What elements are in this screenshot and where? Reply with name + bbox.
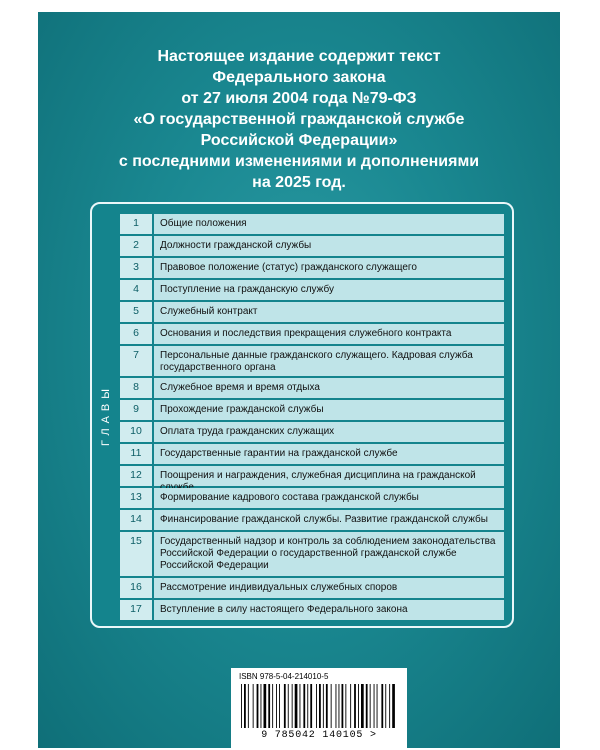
barcode-bar xyxy=(292,684,293,728)
barcode-bar xyxy=(374,684,375,728)
barcode-bar xyxy=(241,684,242,728)
isbn-barcode xyxy=(231,668,407,748)
barcode-bar xyxy=(336,684,337,728)
barcode-bar xyxy=(350,684,351,728)
barcode-bar xyxy=(272,684,273,728)
intro-line: с последними изменениями и дополнениями xyxy=(118,153,480,170)
barcode-bar xyxy=(268,684,270,728)
barcode-bar xyxy=(319,684,321,728)
barcode-bar xyxy=(288,684,289,728)
chapter-number: 12 xyxy=(120,466,152,486)
chapter-row xyxy=(120,444,504,464)
barcode-bar xyxy=(361,684,364,728)
chapter-title: Вступление в силу настоящего Федерального закона xyxy=(154,600,504,620)
intro-line: Федерального закона xyxy=(212,69,386,86)
barcode-bar xyxy=(295,684,298,728)
chapter-row xyxy=(120,466,504,486)
barcode-bar xyxy=(310,684,312,728)
barcode-bar xyxy=(261,684,262,728)
chapter-number: 2 xyxy=(120,236,152,256)
chapter-row xyxy=(120,532,504,576)
barcode-bar xyxy=(279,684,280,728)
chapter-number: 10 xyxy=(120,422,152,442)
barcode-bar xyxy=(392,684,395,728)
chapter-number: 6 xyxy=(120,324,152,344)
chapter-row xyxy=(120,324,504,344)
chapter-title: Формирование кадрового состава гражданской службы xyxy=(154,488,504,508)
chapter-number: 7 xyxy=(120,346,152,376)
barcode-bar xyxy=(264,684,267,728)
chapter-title: Персональные данные гражданского служащего. Кадровая служба государственного органа xyxy=(154,346,504,376)
barcode-bar xyxy=(381,684,383,728)
isbn-label: ISBN 978-5-04-214010-5 xyxy=(239,672,329,681)
barcode-bar xyxy=(257,684,259,728)
chapter-number: 14 xyxy=(120,510,152,530)
chapter-title: Служебный контракт xyxy=(154,302,504,322)
chapter-title: Служебное время и время отдыха xyxy=(154,378,504,398)
barcode-bar xyxy=(276,684,277,728)
chapter-title: Рассмотрение индивидуальных служебных споров xyxy=(154,578,504,598)
chapter-row xyxy=(120,346,504,376)
chapter-row xyxy=(120,422,504,442)
barcode-bar xyxy=(248,684,249,728)
chapter-number: 9 xyxy=(120,400,152,420)
barcode-bar xyxy=(377,684,378,728)
chapter-row xyxy=(120,578,504,598)
barcode-bar xyxy=(303,684,305,728)
chapter-title: Основания и последствия прекращения служебного контракта xyxy=(154,324,504,344)
intro-line: от 27 июля 2004 года №79-ФЗ xyxy=(181,90,417,107)
intro-line: Российской Федерации» xyxy=(200,132,398,149)
barcode-bar xyxy=(316,684,317,728)
intro-line: «О государственной гражданской службе xyxy=(133,111,465,128)
chapter-row xyxy=(120,600,504,620)
barcode-bar xyxy=(385,684,386,728)
chapter-row xyxy=(120,400,504,420)
barcode-bar xyxy=(366,684,368,728)
barcode-bar xyxy=(389,684,390,728)
barcode-bar xyxy=(323,684,324,728)
chapter-row xyxy=(120,258,504,278)
barcode-bar xyxy=(370,684,371,728)
barcode-bar xyxy=(253,684,254,728)
chapter-number: 4 xyxy=(120,280,152,300)
chapter-number: 5 xyxy=(120,302,152,322)
chapter-title: Государственные гарантии на гражданской службе xyxy=(154,444,504,464)
barcode-bar xyxy=(354,684,356,728)
barcode-bar xyxy=(326,684,328,728)
cover-description xyxy=(38,46,560,193)
chapter-title: Должности гражданской службы xyxy=(154,236,504,256)
barcode-bar xyxy=(307,684,308,728)
barcode-bars xyxy=(239,684,399,728)
intro-line: Настоящее издание содержит текст xyxy=(157,48,441,65)
barcode-bar xyxy=(300,684,301,728)
chapter-row xyxy=(120,302,504,322)
chapter-number: 16 xyxy=(120,578,152,598)
chapter-list xyxy=(120,214,504,622)
book-back-cover xyxy=(38,12,560,748)
chapter-row xyxy=(120,510,504,530)
side-label-text: ГЛАВЫ xyxy=(100,384,113,446)
chapter-row xyxy=(120,280,504,300)
chapter-row xyxy=(120,236,504,256)
chapter-number: 8 xyxy=(120,378,152,398)
barcode-digits: 9 785042 140105 > xyxy=(261,730,377,741)
chapter-number: 11 xyxy=(120,444,152,464)
chapter-row xyxy=(120,488,504,508)
barcode-bar xyxy=(339,684,340,728)
chapter-title: Прохождение гражданской службы xyxy=(154,400,504,420)
barcode-bar xyxy=(331,684,332,728)
barcode-bar xyxy=(345,684,346,728)
barcode-bar xyxy=(358,684,359,728)
chapter-title: Оплата труда гражданских служащих xyxy=(154,422,504,442)
chapter-title: Поощрения и награждения, служебная дисциплина на гражданской xyxy=(154,466,504,486)
chapter-title: Общие положения xyxy=(154,214,504,234)
chapter-number: 17 xyxy=(120,600,152,620)
barcode-bar xyxy=(244,684,246,728)
chapter-row xyxy=(120,214,504,234)
barcode-bar xyxy=(342,684,344,728)
chapter-title: Государственный надзор и контроль за соблюдением законодательства Российской Федерации о государственной гражданской службе Российской Федерации xyxy=(154,532,504,576)
chapter-number: 13 xyxy=(120,488,152,508)
intro-line: на 2025 год. xyxy=(252,174,346,191)
chapter-row xyxy=(120,378,504,398)
chapters-side-label xyxy=(92,204,120,626)
chapter-number: 3 xyxy=(120,258,152,278)
chapter-title: Финансирование гражданской службы. Развитие гражданской службы xyxy=(154,510,504,530)
chapter-number: 15 xyxy=(120,532,152,576)
barcode-bar xyxy=(284,684,286,728)
chapter-number: 1 xyxy=(120,214,152,234)
chapters-table xyxy=(90,202,514,628)
chapter-title: Правовое положение (статус) гражданского служащего xyxy=(154,258,504,278)
chapter-title: Поступление на гражданскую службу xyxy=(154,280,504,300)
